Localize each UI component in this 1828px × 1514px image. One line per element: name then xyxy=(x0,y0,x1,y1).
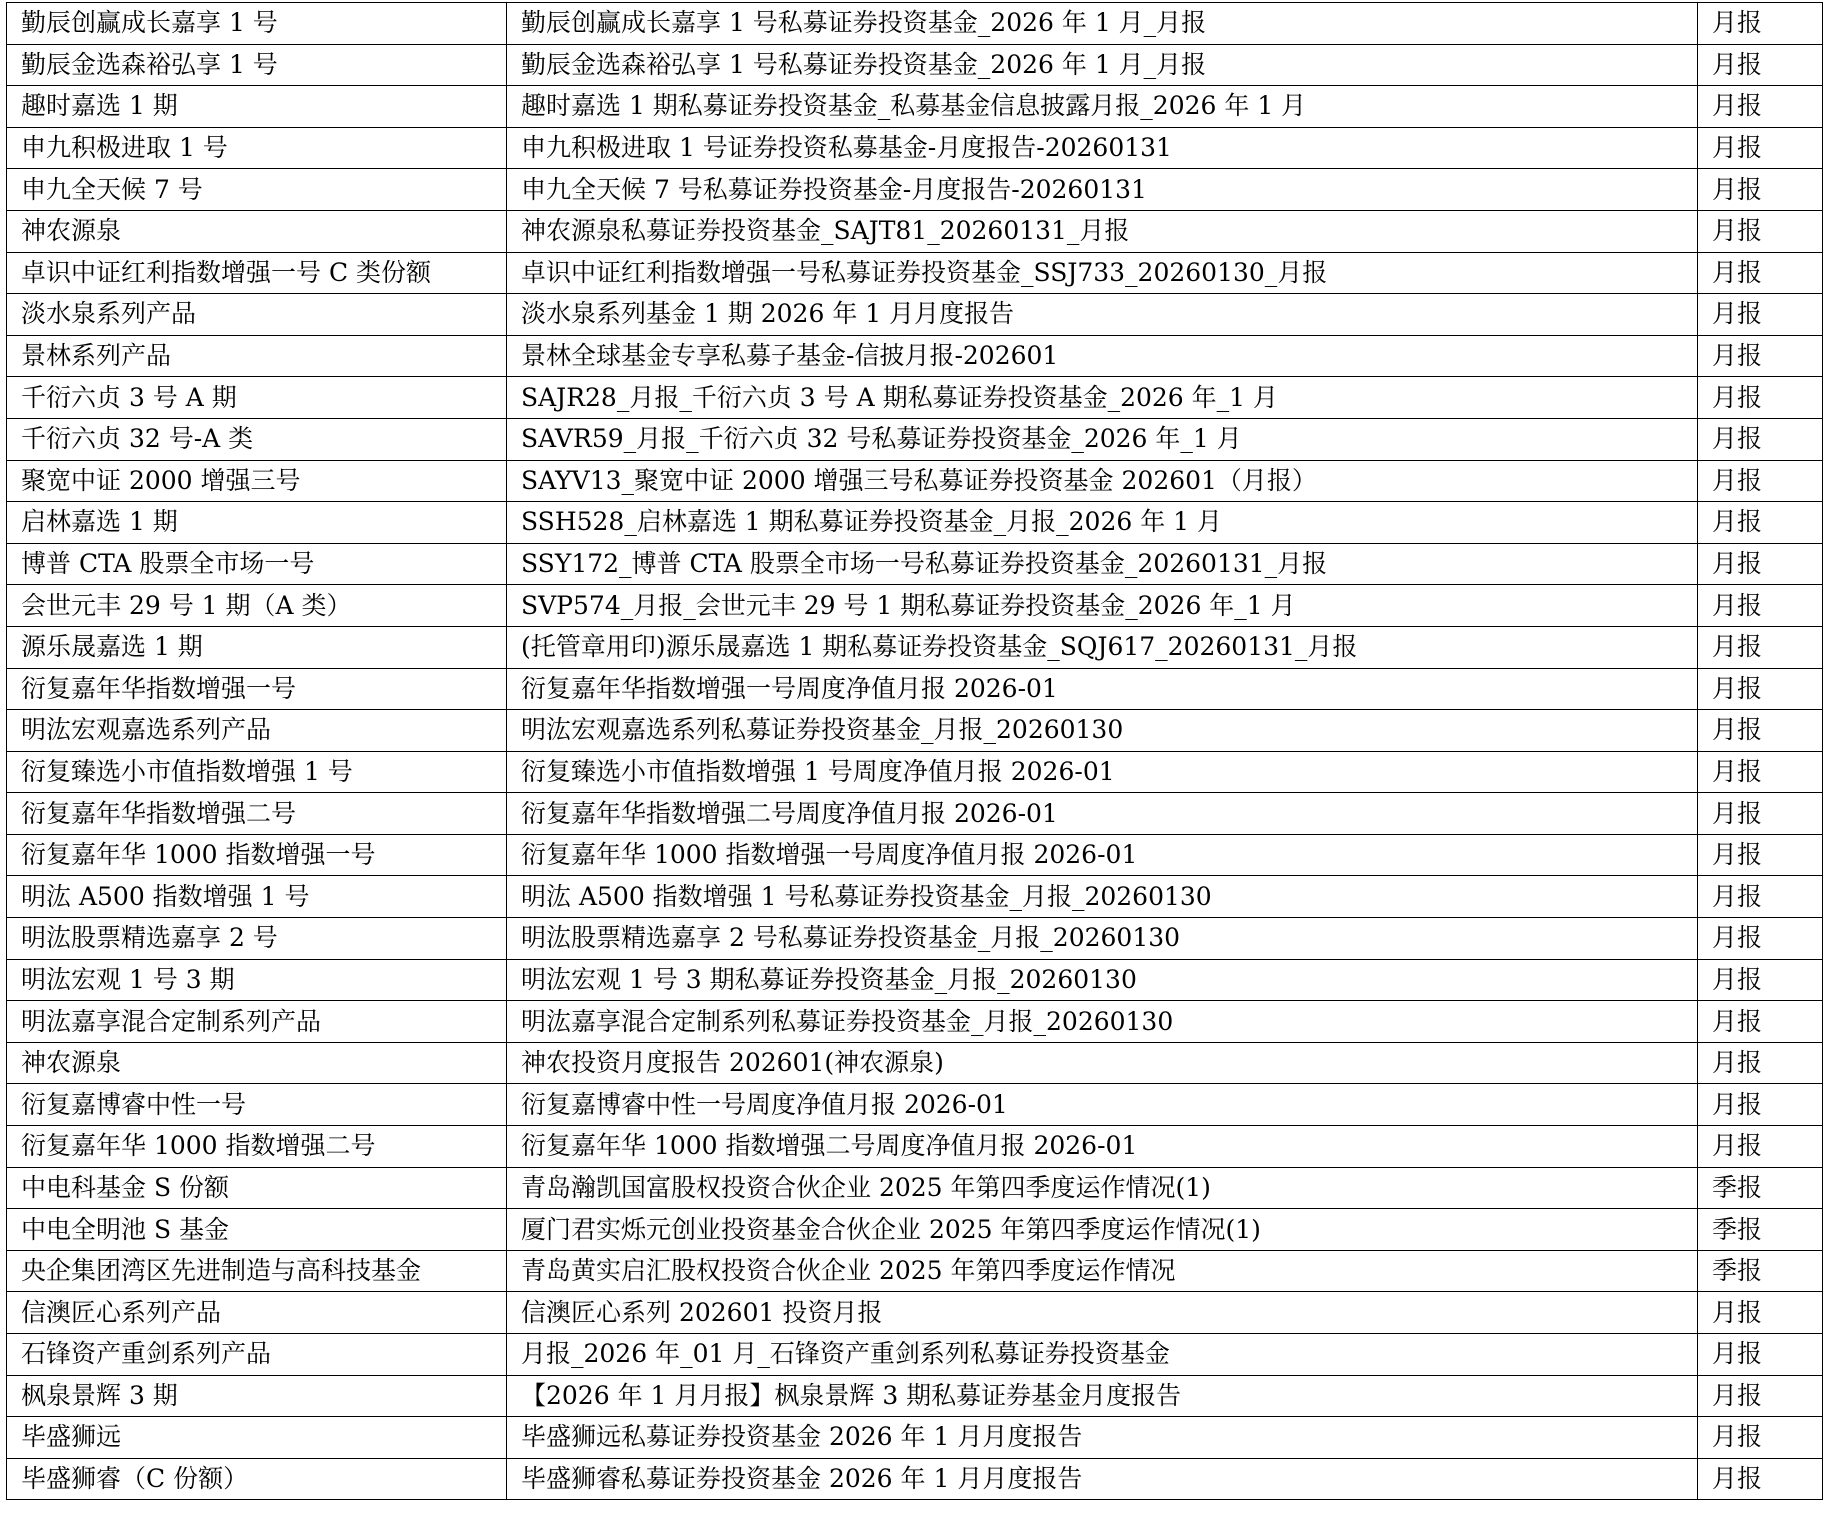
table-row xyxy=(7,1001,1823,1043)
report-type-cell: 月报 xyxy=(1698,44,1823,86)
table-row xyxy=(7,127,1823,169)
report-title-cell: 申九全天候 7 号私募证券投资基金-月度报告-20260131 xyxy=(507,169,1698,211)
table-row xyxy=(7,626,1823,668)
table-row xyxy=(7,1042,1823,1084)
report-title-cell: SVP574_月报_会世元丰 29 号 1 期私募证券投资基金_2026 年_1 月 xyxy=(507,585,1698,627)
product-name-cell: 衍复嘉博睿中性一号 xyxy=(7,1084,507,1126)
product-name-cell: 石锋资产重剑系列产品 xyxy=(7,1334,507,1376)
table-row xyxy=(7,1209,1823,1251)
product-name-cell: 明汯股票精选嘉享 2 号 xyxy=(7,918,507,960)
product-name-cell: 毕盛狮睿（C 份额） xyxy=(7,1458,507,1500)
product-name-cell: 博普 CTA 股票全市场一号 xyxy=(7,543,507,585)
table-row xyxy=(7,1417,1823,1459)
table-row xyxy=(7,1458,1823,1500)
table-row xyxy=(7,710,1823,752)
report-type-cell: 月报 xyxy=(1698,793,1823,835)
report-type-cell: 月报 xyxy=(1698,335,1823,377)
product-name-cell: 淡水泉系列产品 xyxy=(7,294,507,336)
report-type-cell: 月报 xyxy=(1698,585,1823,627)
report-title-cell: 信澳匠心系列 202601 投资月报 xyxy=(507,1292,1698,1334)
report-title-cell: 月报_2026 年_01 月_石锋资产重剑系列私募证券投资基金 xyxy=(507,1334,1698,1376)
report-title-cell: 明汯 A500 指数增强 1 号私募证券投资基金_月报_20260130 xyxy=(507,876,1698,918)
table-row xyxy=(7,1334,1823,1376)
report-type-cell: 月报 xyxy=(1698,710,1823,752)
report-type-cell: 月报 xyxy=(1698,252,1823,294)
report-title-cell: (托管章用印)源乐晟嘉选 1 期私募证券投资基金_SQJ617_20260131_月报 xyxy=(507,626,1698,668)
product-name-cell: 枫泉景辉 3 期 xyxy=(7,1375,507,1417)
product-name-cell: 央企集团湾区先进制造与高科技基金 xyxy=(7,1250,507,1292)
product-name-cell: 千衍六贞 3 号 A 期 xyxy=(7,377,507,419)
report-type-cell: 月报 xyxy=(1698,377,1823,419)
report-type-cell: 月报 xyxy=(1698,418,1823,460)
product-name-cell: 聚宽中证 2000 增强三号 xyxy=(7,460,507,502)
product-name-cell: 会世元丰 29 号 1 期（A 类） xyxy=(7,585,507,627)
report-title-cell: 景林全球基金专享私募子基金-信披月报-202601 xyxy=(507,335,1698,377)
table-row xyxy=(7,668,1823,710)
report-type-cell: 月报 xyxy=(1698,543,1823,585)
table-row xyxy=(7,751,1823,793)
table-row xyxy=(7,959,1823,1001)
product-name-cell: 申九全天候 7 号 xyxy=(7,169,507,211)
report-title-cell: 明汯嘉享混合定制系列私募证券投资基金_月报_20260130 xyxy=(507,1001,1698,1043)
report-type-cell: 月报 xyxy=(1698,169,1823,211)
report-title-cell: 衍复嘉年华 1000 指数增强一号周度净值月报 2026-01 xyxy=(507,834,1698,876)
table-row xyxy=(7,294,1823,336)
report-type-cell: 月报 xyxy=(1698,1292,1823,1334)
product-name-cell: 勤辰创赢成长嘉享 1 号 xyxy=(7,3,507,45)
report-type-cell: 月报 xyxy=(1698,1417,1823,1459)
report-type-cell: 月报 xyxy=(1698,918,1823,960)
product-name-cell: 申九积极进取 1 号 xyxy=(7,127,507,169)
report-title-cell: 毕盛狮远私募证券投资基金 2026 年 1 月月度报告 xyxy=(507,1417,1698,1459)
report-title-cell: 【2026 年 1 月月报】枫泉景辉 3 期私募证券基金月度报告 xyxy=(507,1375,1698,1417)
report-type-cell: 月报 xyxy=(1698,1084,1823,1126)
report-title-cell: 衍复嘉博睿中性一号周度净值月报 2026-01 xyxy=(507,1084,1698,1126)
report-type-cell: 月报 xyxy=(1698,127,1823,169)
product-name-cell: 卓识中证红利指数增强一号 C 类份额 xyxy=(7,252,507,294)
table-row xyxy=(7,1126,1823,1168)
product-name-cell: 衍复嘉年华指数增强二号 xyxy=(7,793,507,835)
table-row xyxy=(7,1292,1823,1334)
report-title-cell: 青岛瀚凯国富股权投资合伙企业 2025 年第四季度运作情况(1) xyxy=(507,1167,1698,1209)
product-name-cell: 明汯宏观嘉选系列产品 xyxy=(7,710,507,752)
product-name-cell: 中电全明池 S 基金 xyxy=(7,1209,507,1251)
report-type-cell: 月报 xyxy=(1698,294,1823,336)
report-title-cell: 衍复嘉年华指数增强二号周度净值月报 2026-01 xyxy=(507,793,1698,835)
table-row xyxy=(7,377,1823,419)
report-type-cell: 月报 xyxy=(1698,834,1823,876)
report-title-cell: 勤辰创赢成长嘉享 1 号私募证券投资基金_2026 年 1 月_月报 xyxy=(507,3,1698,45)
product-name-cell: 衍复嘉年华指数增强一号 xyxy=(7,668,507,710)
report-type-cell: 月报 xyxy=(1698,1334,1823,1376)
report-type-cell: 月报 xyxy=(1698,626,1823,668)
product-name-cell: 千衍六贞 32 号-A 类 xyxy=(7,418,507,460)
table-row xyxy=(7,502,1823,544)
table-row xyxy=(7,169,1823,211)
report-title-cell: 衍复臻选小市值指数增强 1 号周度净值月报 2026-01 xyxy=(507,751,1698,793)
table-row xyxy=(7,418,1823,460)
report-type-cell: 月报 xyxy=(1698,1458,1823,1500)
product-name-cell: 中电科基金 S 份额 xyxy=(7,1167,507,1209)
report-type-cell: 月报 xyxy=(1698,668,1823,710)
product-name-cell: 勤辰金选森裕弘享 1 号 xyxy=(7,44,507,86)
report-title-cell: 明汯宏观嘉选系列私募证券投资基金_月报_20260130 xyxy=(507,710,1698,752)
report-title-cell: 明汯股票精选嘉享 2 号私募证券投资基金_月报_20260130 xyxy=(507,918,1698,960)
report-table-body xyxy=(7,3,1823,1500)
product-name-cell: 源乐晟嘉选 1 期 xyxy=(7,626,507,668)
table-row xyxy=(7,44,1823,86)
report-title-cell: SSH528_启林嘉选 1 期私募证券投资基金_月报_2026 年 1 月 xyxy=(507,502,1698,544)
report-type-cell: 月报 xyxy=(1698,86,1823,128)
table-row xyxy=(7,543,1823,585)
report-type-cell: 月报 xyxy=(1698,3,1823,45)
table-row xyxy=(7,1167,1823,1209)
report-title-cell: SAYV13_聚宽中证 2000 增强三号私募证券投资基金 202601（月报） xyxy=(507,460,1698,502)
product-name-cell: 启林嘉选 1 期 xyxy=(7,502,507,544)
product-name-cell: 衍复臻选小市值指数增强 1 号 xyxy=(7,751,507,793)
table-row xyxy=(7,876,1823,918)
table-row xyxy=(7,460,1823,502)
report-title-cell: 趣时嘉选 1 期私募证券投资基金_私募基金信息披露月报_2026 年 1 月 xyxy=(507,86,1698,128)
product-name-cell: 神农源泉 xyxy=(7,210,507,252)
report-type-cell: 季报 xyxy=(1698,1167,1823,1209)
product-name-cell: 衍复嘉年华 1000 指数增强二号 xyxy=(7,1126,507,1168)
report-title-cell: 毕盛狮睿私募证券投资基金 2026 年 1 月月度报告 xyxy=(507,1458,1698,1500)
report-title-cell: 勤辰金选森裕弘享 1 号私募证券投资基金_2026 年 1 月_月报 xyxy=(507,44,1698,86)
report-type-cell: 季报 xyxy=(1698,1250,1823,1292)
table-row xyxy=(7,793,1823,835)
report-type-cell: 月报 xyxy=(1698,751,1823,793)
report-title-cell: 青岛黄实启汇股权投资合伙企业 2025 年第四季度运作情况 xyxy=(507,1250,1698,1292)
product-name-cell: 神农源泉 xyxy=(7,1042,507,1084)
product-name-cell: 明汯宏观 1 号 3 期 xyxy=(7,959,507,1001)
report-title-cell: SAVR59_月报_千衍六贞 32 号私募证券投资基金_2026 年_1 月 xyxy=(507,418,1698,460)
report-title-cell: 神农源泉私募证券投资基金_SAJT81_20260131_月报 xyxy=(507,210,1698,252)
report-type-cell: 月报 xyxy=(1698,959,1823,1001)
table-row xyxy=(7,1250,1823,1292)
report-type-cell: 月报 xyxy=(1698,1001,1823,1043)
report-title-cell: SAJR28_月报_千衍六贞 3 号 A 期私募证券投资基金_2026 年_1 月 xyxy=(507,377,1698,419)
table-row xyxy=(7,1084,1823,1126)
product-name-cell: 趣时嘉选 1 期 xyxy=(7,86,507,128)
report-title-cell: 申九积极进取 1 号证券投资私募基金-月度报告-20260131 xyxy=(507,127,1698,169)
report-title-cell: 厦门君实烁元创业投资基金合伙企业 2025 年第四季度运作情况(1) xyxy=(507,1209,1698,1251)
report-type-cell: 月报 xyxy=(1698,1375,1823,1417)
product-name-cell: 毕盛狮远 xyxy=(7,1417,507,1459)
table-row xyxy=(7,918,1823,960)
report-title-cell: 神农投资月度报告 202601(神农源泉) xyxy=(507,1042,1698,1084)
report-table xyxy=(6,2,1823,1500)
table-row xyxy=(7,1375,1823,1417)
table-row xyxy=(7,585,1823,627)
report-type-cell: 月报 xyxy=(1698,502,1823,544)
report-type-cell: 月报 xyxy=(1698,1042,1823,1084)
report-title-cell: 衍复嘉年华指数增强一号周度净值月报 2026-01 xyxy=(507,668,1698,710)
table-row xyxy=(7,3,1823,45)
report-title-cell: 明汯宏观 1 号 3 期私募证券投资基金_月报_20260130 xyxy=(507,959,1698,1001)
report-title-cell: 衍复嘉年华 1000 指数增强二号周度净值月报 2026-01 xyxy=(507,1126,1698,1168)
report-type-cell: 月报 xyxy=(1698,876,1823,918)
product-name-cell: 景林系列产品 xyxy=(7,335,507,377)
table-row xyxy=(7,252,1823,294)
product-name-cell: 明汯嘉享混合定制系列产品 xyxy=(7,1001,507,1043)
product-name-cell: 明汯 A500 指数增强 1 号 xyxy=(7,876,507,918)
report-type-cell: 月报 xyxy=(1698,210,1823,252)
table-row xyxy=(7,86,1823,128)
table-row xyxy=(7,335,1823,377)
report-title-cell: SSY172_博普 CTA 股票全市场一号私募证券投资基金_20260131_月报 xyxy=(507,543,1698,585)
report-type-cell: 月报 xyxy=(1698,460,1823,502)
table-row xyxy=(7,834,1823,876)
report-type-cell: 季报 xyxy=(1698,1209,1823,1251)
report-type-cell: 月报 xyxy=(1698,1126,1823,1168)
table-row xyxy=(7,210,1823,252)
product-name-cell: 信澳匠心系列产品 xyxy=(7,1292,507,1334)
product-name-cell: 衍复嘉年华 1000 指数增强一号 xyxy=(7,834,507,876)
report-title-cell: 卓识中证红利指数增强一号私募证券投资基金_SSJ733_20260130_月报 xyxy=(507,252,1698,294)
report-title-cell: 淡水泉系列基金 1 期 2026 年 1 月月度报告 xyxy=(507,294,1698,336)
